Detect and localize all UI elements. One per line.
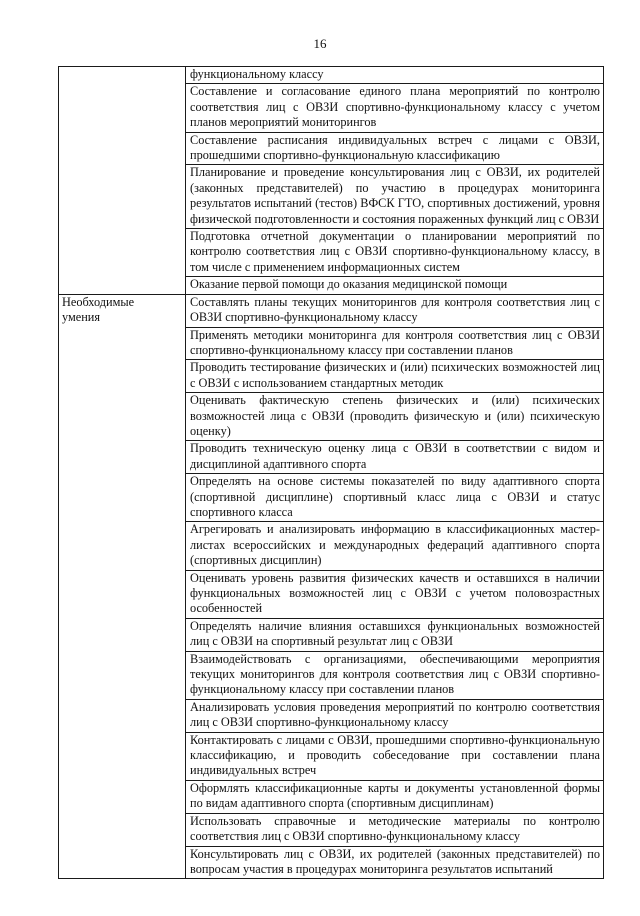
table-cell: Оценивать уровень развития физических качеств и оставшихся в наличии функциональных возможностей лиц с ОВЗИ с учетом половозрастных особенностей [186, 570, 604, 618]
table-cell: Оформлять классификационные карты и документы установленной формы по видам адаптивного спорта (спортивным дисциплинам) [186, 780, 604, 813]
row-label-empty [59, 67, 186, 295]
table-cell: Подготовка отчетной документации о планировании мероприятий по контролю соответствия лиц с ОВЗИ спортивно-функциональному классу, в том числе с применением информационных систем [186, 229, 604, 277]
row-label-line: Необходимые [62, 294, 135, 309]
table-cell: Консультировать лиц с ОВЗИ, их родителей (законных представителей) по вопросам участия в процедурах мониторинга результатов испытаний [186, 846, 604, 879]
requirements-table [58, 66, 604, 879]
table-cell: Использовать справочные и методические материалы по контролю соответствия лиц с ОВЗИ спортивно-функциональному классу [186, 813, 604, 846]
table-cell: Составление расписания индивидуальных встреч с лицами с ОВЗИ, прошедшими спортивно-функциональную классификацию [186, 132, 604, 165]
table-row [59, 294, 604, 327]
row-label-line: умения [62, 310, 101, 325]
table-cell: Составление и согласование единого плана мероприятий по контролю соответствия лиц с ОВЗИ спортивно-функциональному классу с учетом планов мероприятий мониторингов [186, 84, 604, 132]
row-label-skills [59, 294, 186, 879]
table-cell: функциональному классу [186, 67, 604, 84]
table-cell: Составлять планы текущих мониторингов для контроля соответствия лиц с ОВЗИ спортивно-функциональному классу [186, 294, 604, 327]
table-row [59, 67, 604, 84]
table-cell: Контактировать с лицами с ОВЗИ, прошедшими спортивно-функциональную классификацию, и проводить собеседование при составлении плана индивидуальных встреч [186, 732, 604, 780]
page-number: 16 [313, 36, 327, 51]
table-cell: Агрегировать и анализировать информацию в классификационных мастер-листах всероссийских и международных федераций адаптивного спорта (спортивных дисциплин) [186, 522, 604, 570]
table-cell: Оценивать фактическую степень физических и (или) психических возможностей лица с ОВЗИ (проводить физическую и (или) психическую оценку) [186, 393, 604, 441]
table-cell: Планирование и проведение консультирования лиц с ОВЗИ, их родителей (законных представителей) по участию в процедурах мониторинга результатов испытаний (тестов) ВФСК ГТО, спортивных достижений, уровня физической подготовленности и состояния пораженных функций лиц с ОВЗИ [186, 165, 604, 229]
table-cell: Проводить тестирование физических и (или) психических возможностей лиц с ОВЗИ с использованием стандартных методик [186, 360, 604, 393]
table-cell: Анализировать условия проведения мероприятий по контролю соответствия лиц с ОВЗИ спортивно-функциональному классу [186, 699, 604, 732]
table-cell: Применять методики мониторинга для контроля соответствия лиц с ОВЗИ спортивно-функциональному классу при составлении планов [186, 327, 604, 360]
table-cell: Взаимодействовать с организациями, обеспечивающими мероприятия текущих мониторингов для контроля соответствия лиц с ОВЗИ спортивно-функциональному классу при составлении планов [186, 651, 604, 699]
table-cell: Определять на основе системы показателей по виду адаптивного спорта (спортивной дисциплине) спортивный класс лица с ОВЗИ и статус спортивного класса [186, 474, 604, 522]
table-cell: Оказание первой помощи до оказания медицинской помощи [186, 277, 604, 294]
table-cell: Определять наличие влияния оставшихся функциональных возможностей лиц с ОВЗИ на спортивный результат лиц с ОВЗИ [186, 618, 604, 651]
table-cell: Проводить техническую оценку лица с ОВЗИ в соответствии с видом и дисциплиной адаптивного спорта [186, 441, 604, 474]
